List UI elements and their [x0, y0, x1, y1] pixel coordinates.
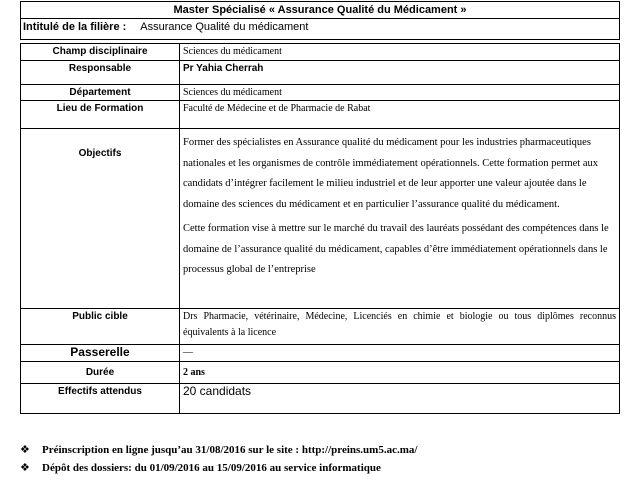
filiere-label: Intitulé de la filière :	[23, 21, 127, 33]
departement-label: Département	[21, 85, 180, 101]
table-row	[21, 309, 620, 345]
table-row	[21, 101, 620, 129]
champ-label: Champ disciplinaire	[21, 44, 180, 61]
effectifs-value: 20 candidats	[180, 384, 620, 414]
table-row	[21, 61, 620, 85]
depot-line	[20, 461, 630, 474]
depot-text: Dépôt des dossiers: du 01/09/2016 au 15/09/2016 au service informatique	[42, 462, 381, 474]
filiere-value: Assurance Qualité du médicament	[140, 21, 309, 33]
passerelle-label: Passerelle	[21, 345, 180, 362]
table-row	[21, 44, 620, 61]
champ-value: Sciences du médicament	[180, 44, 620, 61]
responsable-value: Pr Yahia Cherrah	[180, 61, 620, 85]
preinscription-text: Préinscription en ligne jusqu’au 31/08/2016 sur le site : http://preins.um5.ac.ma/	[42, 444, 418, 456]
diamond-bullet-icon: ❖	[20, 462, 30, 474]
objectifs-paragraph-2: Cette formation vise à mettre sur le marché du travail des lauréats possédant des compétences dans le domaine de l’assurance qualité du médicament, capables d’être immédiatement opérationnels dans le processus global de l’entreprise	[183, 223, 609, 275]
lieu-label: Lieu de Formation	[21, 101, 180, 129]
public-value: Drs Pharmacie, vétérinaire, Médecine, Licenciés en chimie et biologie ou tous diplômes reconnus équivalents à la licence	[180, 309, 620, 345]
page-title: Master Spécialisé « Assurance Qualité du Médicament »	[20, 1, 620, 19]
table-row	[21, 384, 620, 414]
duree-label: Durée	[21, 362, 180, 384]
departement-value: Sciences du médicament	[180, 85, 620, 101]
responsable-label: Responsable	[21, 61, 180, 85]
public-label: Public cible	[21, 309, 180, 345]
duree-value: 2 ans	[180, 362, 620, 384]
lieu-value: Faculté de Médecine et de Pharmacie de Rabat	[180, 101, 620, 129]
table-row	[21, 129, 620, 309]
effectifs-label: Effectifs attendus	[21, 384, 180, 414]
objectifs-paragraph-1: Former des spécialistes en Assurance qualité du médicament pour les industries pharmaceutiques nationales et les organismes de contrôle immédiatement opérationnels. Cette formation permet aux candidats d’intégrer facilement le milieu industriel et de leur apporter une valeur ajoutée dans le domaine des sciences du médicament et en particulier l’assurance qualité du médicament.	[183, 137, 599, 210]
objectifs-value	[180, 129, 620, 309]
table-row	[21, 345, 620, 362]
table-row	[21, 362, 620, 384]
passerelle-value: —	[180, 345, 620, 362]
filiere-header	[20, 18, 620, 40]
preinscription-line	[20, 443, 630, 456]
objectifs-label: Objectifs	[21, 129, 180, 309]
table-row	[21, 85, 620, 101]
program-info-table	[20, 43, 620, 414]
diamond-bullet-icon: ❖	[20, 444, 30, 456]
